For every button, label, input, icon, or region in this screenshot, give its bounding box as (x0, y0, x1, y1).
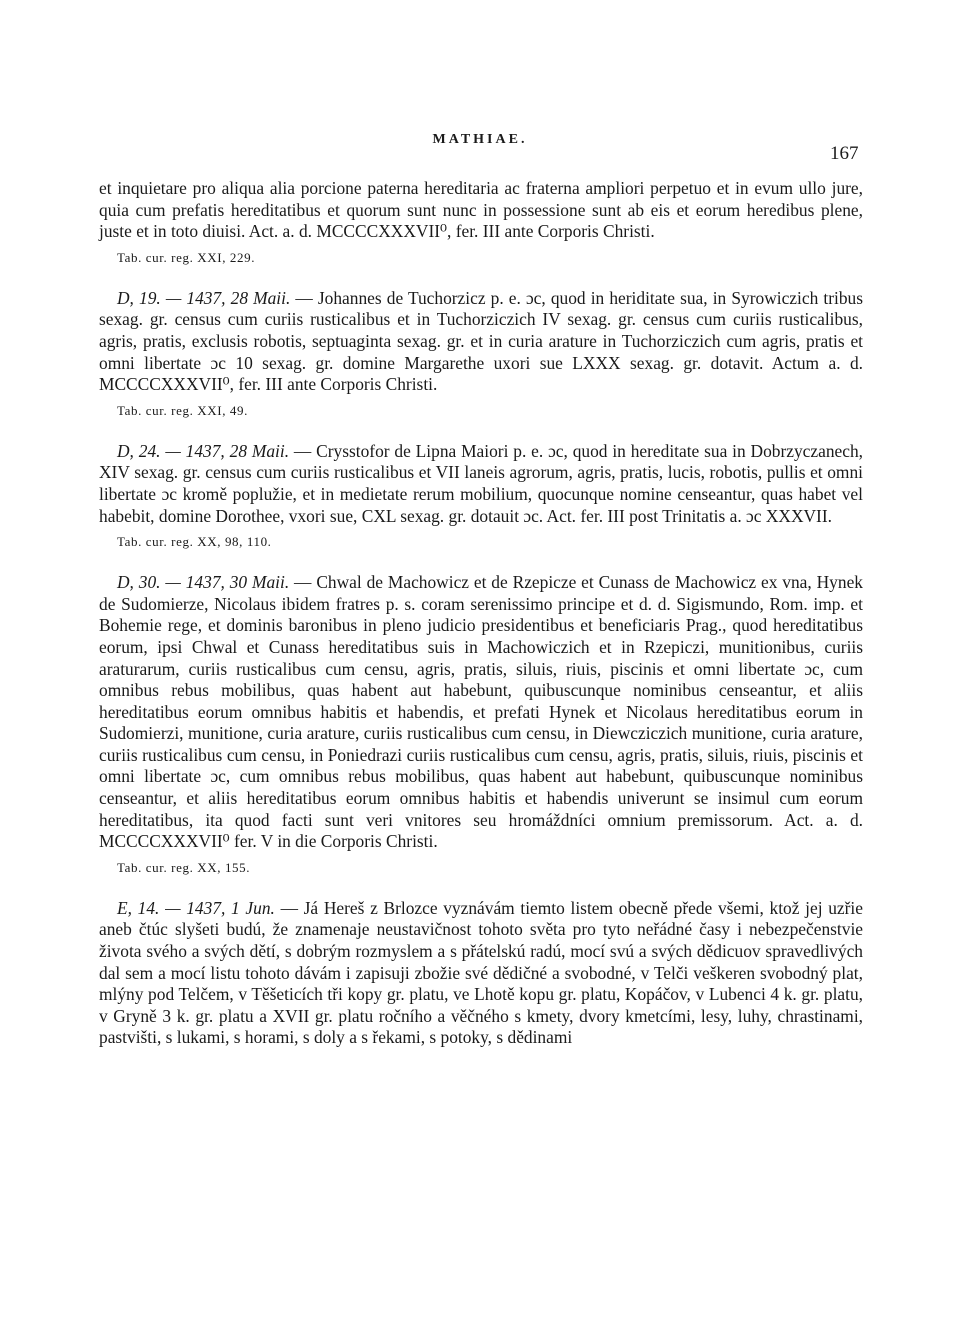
entry-paragraph (99, 288, 863, 396)
entry-text: — Já Hereš z Brlozce vyznávám tiemto listem obecně přede všemi, ktož jej uzřie aneb čtúc slyšeti budú, že znamenaje neustavičnost tohoto světa pro tyto neřádné časy i nebezpečenstvie života svého a svých dětí, s dobrým rozmyslem a s přátelskú radú, mocí svú a svých dědicuov spravedlivých dal sem a mocí listu tohoto dávám i zapisuji zbožie své dědičné a svobodné, v Telči veškeren svobodný plat, mlýny pod Telčem, v Těšeticích tři kopy gr. platu, ve Lhotě kopu gr. platu, Kopáčov, v Lubenci 4 k. gr. platu, v Gryně 3 k. gr. platu a XVII gr. platu ročního a věčného s kmety, dvory kmetcími, lesy, luhy, chrastinami, pastvišti, s lukami, s horami, s doly a s řekami, s potoky, s dědinami (99, 897, 863, 1048)
entry-e14 (99, 898, 863, 1049)
entry-paragraph (99, 898, 863, 1049)
intro-paragraph: et inquietare pro aliqua alia porcione paterna hereditaria ac fraterna ampliori perpetuo et in evum ullo jure, quia cum prefatis hereditatibus et quorum sunt nunc in possessione sunt ab eis et eorum heredibus plene, juste et in toto diuisi. Act. a. d. MCCCCXXXVII⁰, fer. III ante Corporis Christi. (99, 178, 863, 242)
entry-citation: Tab. cur. reg. XX, 155. (117, 859, 251, 875)
intro-block (99, 178, 863, 267)
entry-citation: Tab. cur. reg. XX, 98, 110. (117, 534, 272, 550)
running-head: MATHIAE. (432, 132, 528, 147)
page-number: 167 (830, 143, 859, 164)
entry-paragraph (99, 572, 863, 853)
entry-heading: D, 24. — 1437, 28 Maii. (117, 440, 290, 461)
intro-citation: Tab. cur. reg. XXI, 229. (117, 249, 256, 265)
entry-text: — Chwal de Machowicz et de Rzepicze et Cunass de Machowicz ex vna, Hynek de Sudomierze, Nicolaus ibidem fratres p. s. coram serenissimo principe et d. d. Sigismundo, Rom. imp. et Bohemie rege, et dominis baronibus in pleno judicio presidentibus et beneficiaris Prag., quod hereditatibus eorum, ipsi Chwal et Cunass hereditatibus suis in Machowiczich et in Rzepiczi, munitionibus, curiis araturarum, curiis rusticalibus cum censu, agris, pratis, siluis, riuis, piscinis et omni libertate ɔc, cum omnibus rebus mobilibus, quas habent aut habebunt, quibuscunque nominibus censeantur, et aliis hereditatibus eorum omnibus habitis et habendis, et prefati Hynek et Nicolaus hereditatibus eorum in Sudomierzi, munitione, curia arature, curiis rusticalibus cum censu, in Diewcziczich munitione, curia arature, curiis rusticalibus cum censu, in Poniedrazi curiis rusticalibus cum censu, agris, pratis, siluis, riuis, piscinis et omni libertate ɔc, cum omnibus rebus mobilibus, quas habent aut habebunt, quibuscunque nominibus censeantur, et aliis hereditatibus eorum omnibus habitis et habendis univerunt se insimul cum eorum hereditatibus, ita quod facti sunt veri vnitores seu hromáždníci omnium premissorum. Act. a. d. MCCCCXXXVII⁰ fer. V in die Corporis Christi. (99, 572, 863, 852)
entry-d30 (99, 572, 863, 877)
entry-d19 (99, 288, 863, 420)
document-body (99, 178, 863, 1049)
entry-text: — Crysstofor de Lipna Maiori p. e. ɔc, quod in hereditate sua in Dobrzyczanech, XIV sexag. gr. census cum curiis rusticalibus et VII laneis agrorum, agris, pratis, lucis, robotis, pullis et omni libertate ɔc kromě poplužie, et in medietate rerum mobilium, quocunque nomine censeantur, quas habet vel habebit, domine Dorothee, vxori sue, CXL sexag. gr. dotauit ɔc. Act. fer. III post Trinitatis a. ɔc XXXVII. (99, 440, 863, 526)
entry-text: — Johannes de Tuchorzicz p. e. ɔc, quod in heriditate sua, in Syrowiczich tribus sexag. gr. census cum curiis rusticalibus et in Tuchorziczich IV sexag. gr. census cum curiis rusticalibus, agris, pratis, exclusis robotis, septuaginta sexag. gr. et in curia arature in Tuchorziczich cum agris, pratis et omni libertate ɔc 10 sexag. gr. domine Margarethe uxori sue LXXX sexag. gr. dotavit. Actum a. d. MCCCCXXXVII⁰, fer. III ante Corporis Christi. (99, 287, 863, 395)
entry-d24 (99, 441, 863, 551)
entry-heading: D, 30. — 1437, 30 Maii. (117, 572, 290, 593)
entry-heading: D, 19. — 1437, 28 Maii. (117, 287, 291, 308)
entry-heading: E, 14. — 1437, 1 Jun. (117, 897, 275, 918)
entry-citation: Tab. cur. reg. XXI, 49. (117, 402, 248, 418)
entry-paragraph (99, 441, 863, 527)
